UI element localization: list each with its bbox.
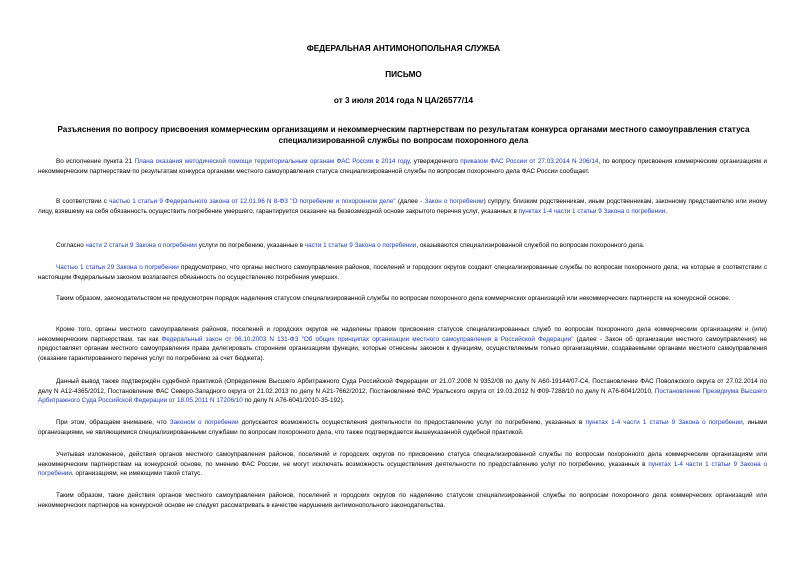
paragraph-text: В соответствии с: [56, 198, 110, 205]
paragraph-text: Учитывая изложенное, действия органов местного самоуправления районов, поселений и городских округов по присвоению статуса специализированной службы по вопросам похоронного дела коммерческим организациям или некоммерческим партнерствам на конкурсной основе, по мнению ФАС России, не могут исключать возможность осуществления деятельности по предоставлению услуг по погребению, указанных в: [38, 451, 767, 468]
paragraph-text: Таким образом, такие действия органов местного самоуправления районов, поселений и городских округов по наделению статусом специализированной службы по вопросам похоронного дела коммерческих организаций или некоммерческих партнеров на конкурсной основе не следует рассматривать в качестве нарушения антимонопольного законодательства.: [38, 492, 767, 509]
paragraph-2: [38, 197, 767, 216]
document-date-number: от 3 июля 2014 года N ЦА/26577/14: [333, 96, 474, 105]
paragraph-3: [38, 241, 767, 251]
document-link[interactable]: части 1 статьи 9 Закона о погребении: [304, 242, 417, 249]
document-link[interactable]: пунктах 1-4 части 1 статьи 9 Закона о погребении: [518, 207, 666, 215]
paragraph-text: по делу N А76-6041/2010-35-192).: [242, 397, 345, 405]
document-link[interactable]: Постановление Президиума Высшего Арбитражного Суда Российской Федерации от 18.05.2011 N 17206/10: [38, 387, 767, 405]
paragraph-text: .: [665, 207, 668, 215]
document-link[interactable]: пунктах 1-4 части 1 статьи 9 Закона о погребении: [38, 460, 767, 478]
paragraph-text: Данный вывод также подтверждён судебной практикой (Определение Высшего Арбитражного Суда Российской Федерации от 21.07.2008 N 9352/08 по делу N А60-19144/07-С4, Постановление ФАС Поволжского округа от 27.02.2014 по делу N А12-4365/2012, Постановление ФАС Северо-Западного округа от 21.02.2013 по делу N А21-7662/2012, Постановление ФАС Уральского округа от 19.03.2012 N Ф09-7288/10 по делу N А76-6041/2010,: [38, 378, 767, 395]
paragraph-text: (далее - Закон об организации местного самоуправления) не предоставляет органам местного самоуправления права делегировать сторонним организациям функции, которые отнесены законом к функциям, осуществляемым только организациями, создаваемыми органами местного самоуправления (оказание гарантированного перечня услуг по погребению за счет бюджета).: [38, 335, 768, 363]
paragraph-text: , оказываются специализированной службой по вопросам похоронного дела.: [416, 242, 645, 249]
paragraph-4: [38, 263, 767, 282]
paragraph-1: [38, 157, 767, 176]
paragraph-text: (далее -: [395, 198, 425, 205]
paragraph-text: , иными организациями, не являющимися специализированными службами по вопросам похоронного дела, что также подтверждается вышеуказанной судебной практикой.: [38, 419, 768, 436]
paragraph-text: , организациям, не имеющими такой статус.: [71, 470, 203, 478]
paragraph-10: [38, 491, 767, 510]
document-title: Разъяснения по вопросу присвоения коммерческим организациям и некоммерческим партнерствам по результатам конкурса органами местного самоуправления статуса специализированной службы по вопросам похоронного дела: [57, 125, 750, 145]
document-link[interactable]: частью 1 статьи 9 Федерального закона от 12.01.96 N 8-ФЗ "О погребении и похоронном деле": [109, 198, 396, 205]
document-link[interactable]: Федеральный закон от 06.10.2003 N 131-ФЗ "Об общих принципах организации местного самоуправления в Российской Федерации": [161, 335, 574, 343]
paragraph-text: , по вопросу присвоения коммерческим организациям и некоммерческим партнерствам по результатам конкурса органами местного самоуправления статуса специализированной службы по вопросам похоронного дела ФАС России сообщает.: [38, 158, 767, 175]
paragraph-text: допускается возможность осуществления деятельности по предоставлению услуг по погребению, указанных в: [238, 419, 586, 426]
document-link[interactable]: Плана оказания методической помощи территориальным органам ФАС России в 2014 году: [134, 158, 410, 165]
paragraph-text: ) супругу, близким родственникам, иным родственникам, законному представителю или иному лицу, взявшему на себя обязанность осуществить погребение умершего, гарантируется оказание на безвозмездной основе закрытого перечня услуг, указанных в: [38, 198, 768, 215]
organization-name: ФЕДЕРАЛЬНАЯ АНТИМОНОПОЛЬНАЯ СЛУЖБА: [306, 44, 501, 53]
document-type: ПИСЬМО: [385, 70, 422, 79]
paragraph-8: [38, 418, 767, 437]
paragraph-text: , утвержденного: [409, 158, 461, 165]
paragraph-text: Согласно: [56, 242, 86, 249]
document-link[interactable]: Частью 1 статьи 29 Закона о погребении: [56, 264, 179, 271]
paragraph-5: [38, 294, 767, 304]
paragraph-6: [38, 325, 767, 364]
paragraph-9: [38, 450, 767, 479]
paragraph-text: При этом, обращаем внимание, что: [56, 419, 170, 426]
document-link[interactable]: части 2 статьи 9 Закона о погребении: [85, 242, 197, 249]
paragraph-text: услуги по погребению, указанные в: [196, 242, 305, 249]
document-link[interactable]: пунктах 1-4 части 1 статьи 9 Закона о погребении: [585, 419, 743, 426]
document-link[interactable]: приказом ФАС России от 27.03.2014 N 206/14: [460, 158, 599, 165]
paragraph-7: [38, 377, 767, 406]
paragraph-text: Таким образом, законодательством не предусмотрен порядок наделения статусом специализированной службы по вопросам похоронного дела коммерческих организаций или некоммерческих партнерств на конкурсной основе.: [56, 295, 731, 302]
paragraph-text: Во исполнение пункта 21: [56, 158, 135, 165]
document-link[interactable]: Законом о погребении: [169, 419, 239, 426]
document-link[interactable]: Закон о погребении: [424, 198, 484, 205]
paragraph-text: Кроме того, органы местного самоуправления районов, поселений и городских округов не наделены правом присвоения статусов специализированных служб по вопросам похоронного дела коммерческим организациям и (или) некоммерческим партнерствам, так как: [38, 326, 767, 343]
paragraph-text: предусмотрено, что органы местного самоуправления районов, поселений и городских округов создают специализированные службы по вопросам похоронного дела, на которые в соответствии с настоящим Федеральным законом возлагается обязанность по осуществлению погребения умерших.: [38, 264, 767, 281]
